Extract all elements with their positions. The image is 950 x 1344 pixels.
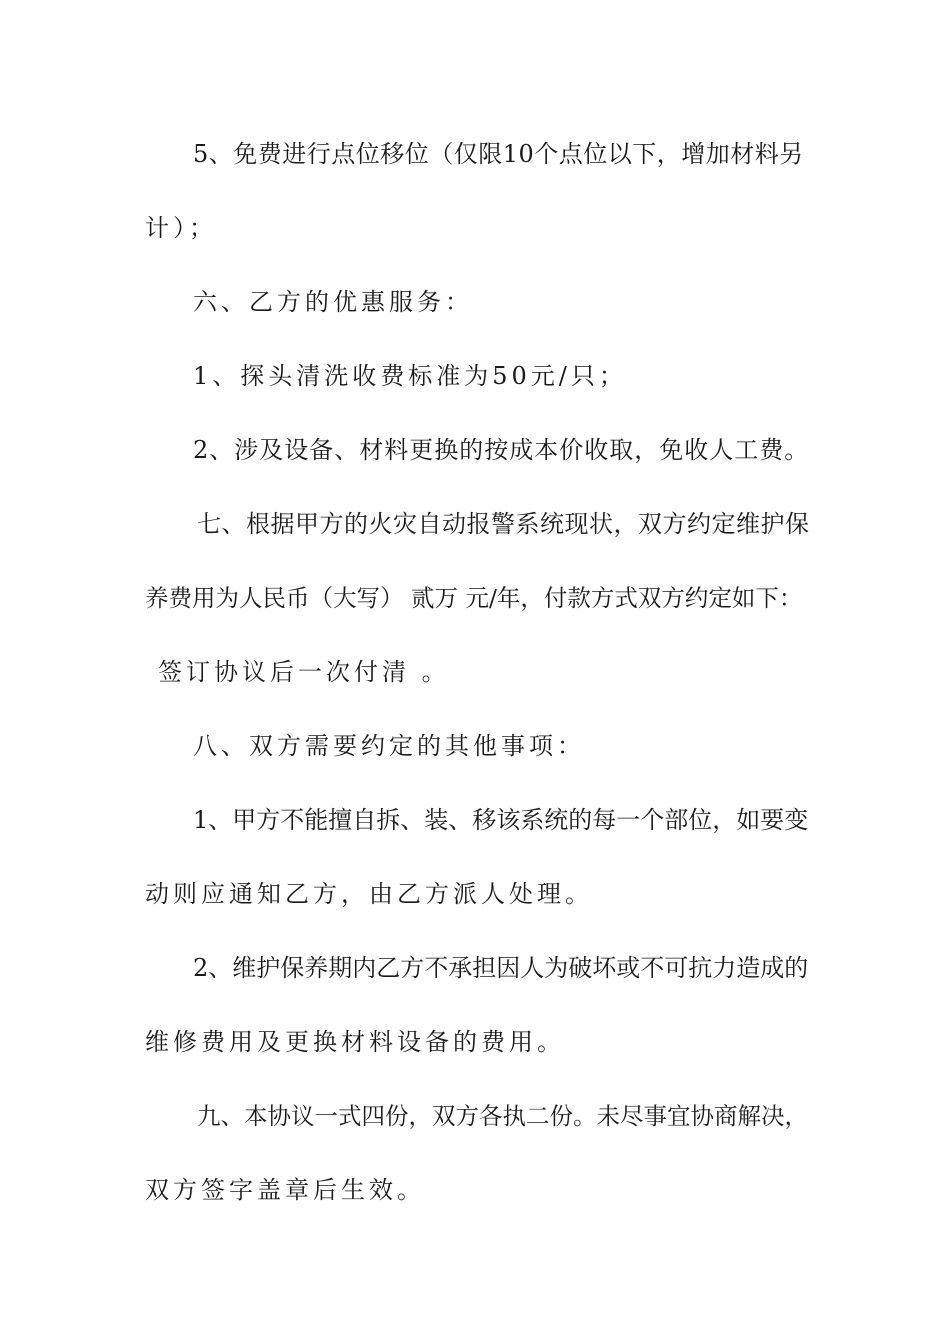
paragraph-line: 维修费用及更换材料设备的费用。 [145, 1028, 565, 1056]
paragraph-line: 1、甲方不能擅自拆、装、移该系统的每一个部位，如要变 [193, 806, 809, 834]
paragraph-line: 5、免费进行点位移位（仅限10个点位以下，增加材料另 [193, 140, 804, 168]
paragraph-line: 九、本协议一式四份，双方各执二份。未尽事宜协商解决， [197, 1102, 808, 1130]
paragraph-line: 七、根据甲方的火灾自动报警系统现状，双方约定维护保 [197, 510, 810, 538]
paragraph-line: 2、涉及设备、材料更换的按成本价收取，免收人工费。 [193, 436, 810, 464]
paragraph-line: 计）； [145, 214, 217, 242]
paragraph-line: 2、维护保养期内乙方不承担因人为破坏或不可抗力造成的 [193, 954, 809, 982]
paragraph-line: 养费用为人民币（大写） 贰万 元/年，付款方式双方约定如下： [145, 584, 803, 612]
paragraph-line: 动则应通知乙方，由乙方派人处理。 [145, 880, 593, 908]
paragraph-line: 双方签字盖章后生效。 [145, 1176, 425, 1204]
paragraph-line: 1、探头清洗收费标准为50元/只； [193, 362, 627, 390]
paragraph-line: 签订协议后一次付清 。 [158, 658, 450, 686]
section-heading: 八、双方需要约定的其他事项： [193, 732, 585, 760]
section-heading: 六、乙方的优惠服务： [193, 288, 473, 316]
